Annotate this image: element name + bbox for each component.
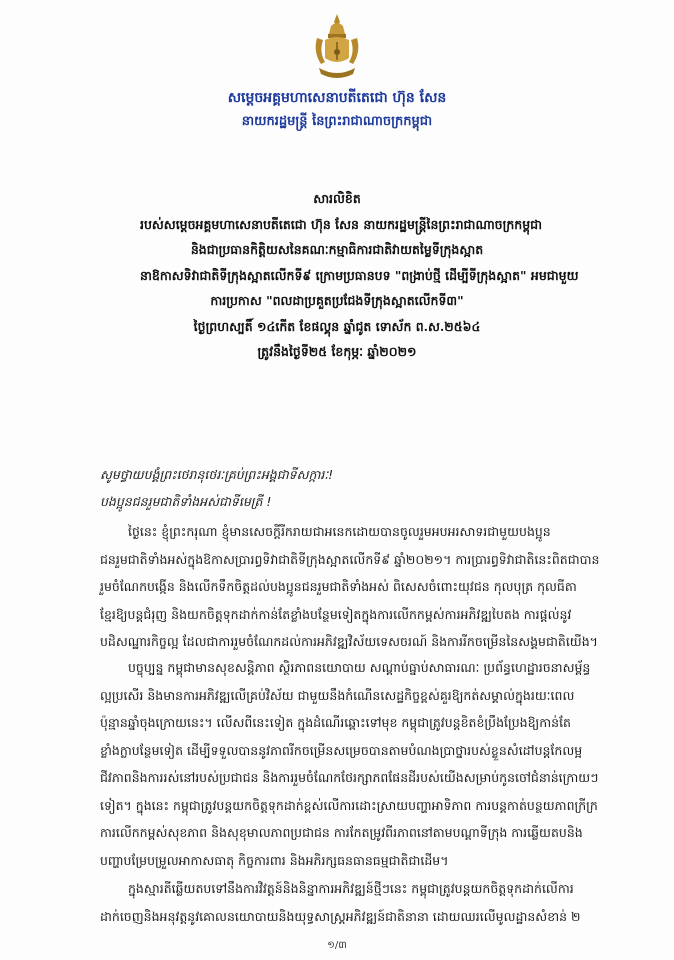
paragraph-line: ជនរួមជាតិទាំងអស់ក្នុងឱកាសប្រារព្ធទិវាជាតិទីក្រុងស្អាតលើកទី៩ ឆ្នាំ២០២១។ ការប្រារព្ធទិវាជាតិនេះពិតជាបាន <box>100 551 600 567</box>
paragraph-line: រួមចំណែកបង្កើន និងលើកទឹកចិត្តដល់បងប្អូនជនរួមជាតិទាំងអស់ ពិសេសចំពោះយុវជន កុលបុត្រ កុលធីតា <box>100 579 577 594</box>
paragraph-line: ខ្មែរឱ្យបន្តជំរុញ និងយកចិត្តទុកដាក់កាន់តែខ្លាំងបន្ថែមទៀតក្នុងការលើកកម្ពស់ការអភិវឌ្ឍបៃតង ការផ្តល់នូវ <box>100 606 572 622</box>
title-line: និងជាប្រធានកិត្តិយសនៃគណៈកម្មាធិការជាតិវាយតម្លៃទីក្រុងស្អាត <box>190 242 484 257</box>
issuer-role: នាយករដ្ឋមន្ត្រី នៃព្រះរាជាណាចក្រកម្ពុជា <box>241 114 433 129</box>
title-block <box>140 186 579 365</box>
paragraph-line: ថ្ងៃនេះ ខ្ញុំព្រះករុណា ខ្ញុំមានសេចក្តីរីករាយជាអនេកដោយបានចូលរួមអបអរសាទរជាមួយបងប្អូន <box>128 524 551 539</box>
paragraph-line: ល្អប្រសើរ និងមានការអភិវឌ្ឍលើគ្រប់វិស័យ ជាមួយនឹងកំណើនសេដ្ឋកិច្ចខ្ពស់គួរឱ្យកត់សម្គាល់ក្នុងរយៈពេល <box>100 687 575 703</box>
paragraph-1 <box>100 518 630 656</box>
title-line: នាឱកាសទិវាជាតិទីក្រុងស្អាតលើកទី៩ ក្រោមប្រធានបទ "ពង្រាប់ថ្មី ដើម្បីទីក្រុងស្អាត" អមជាមួយ <box>140 267 579 283</box>
title-line: ការប្រកាស "ពលដាប្រគួតប្រជែងទីក្រុងស្អាតលើកទី៣" <box>210 293 464 308</box>
paragraph-line: ការលើកកម្ពស់សុខភាព និងសុខុមាលភាពប្រជាជន ការកែតម្រូវពីរភាពនៅតាមបណ្តាទីក្រុង ការឆ្លើយតបនិង <box>100 825 583 840</box>
paragraph-line: បញ្ហាបម្រែបម្រួលអាកាសធាតុ កិច្ចការពារ និងអភិរក្សធនធានធម្មជាតិជាដើម។ <box>100 852 449 868</box>
paragraph-line: បច្ចុប្បន្ន កម្ពុជាមានសុខសន្តិភាព ស្ថិរភាពនយោបាយ សណ្តាប់ធ្នាប់សាធារណៈ ប្រព័ន្ធហេដ្ឋារចនាសម្ព័ន្ធ <box>128 660 591 675</box>
document-title: សារលិខិត <box>313 191 361 206</box>
paragraph-3 <box>100 875 630 930</box>
title-date-gregorian: ត្រូវនឹងថ្ងៃទី២៥ ខែកុម្ភៈ ឆ្នាំ២០២១ <box>257 344 417 359</box>
title-line: របស់សម្តេចអគ្គមហាសេនាបតីតេជោ ហ៊ុន សែន នាយករដ្ឋមន្ត្រីនៃព្រះរាជាណាចក្រកម្ពុជា <box>140 216 543 232</box>
greeting-line: សូមថ្វាយបង្គំព្រះថេរានុថេរៈគ្រប់ព្រះអង្គជាទីសក្ការៈ! <box>100 467 334 482</box>
paragraph-line: ទៀត។ ក្នុងនេះ កម្ពុជាត្រូវបន្តយកចិត្តទុកដាក់ខ្ពស់លើការដោះស្រាយបញ្ហាអាទិភាព ការបន្តកាត់បន្ថយភាពក្រីក្រ <box>100 797 598 813</box>
paragraph-2 <box>100 654 630 874</box>
paragraph-line: បដិសណ្ឋារកិច្ចល្អ ដែលជាការរួមចំណែកដល់ការអភិវឌ្ឍវិស័យទេសចរណ៍ និងការរីកចម្រើននៃសង្គមជាតិយើង។ <box>100 634 598 649</box>
issuer-name: សម្តេចអគ្គមហាសេនាបតីតេជោ ហ៊ុន សែន <box>227 90 447 106</box>
paragraph-line: ដាក់ចេញនិងអនុវត្តនូវគោលនយោបាយនិងយុទ្ធសាស្ត្រអភិវឌ្ឍន៍ជាតិនានា ដោយឈរលើមូលដ្ឋានសំខាន់ ២ <box>100 908 581 924</box>
paragraph-line: ក្នុងស្មារតីឆ្លើយតបទៅនឹងការវិវត្តន៍និងនិន្នាការអភិវឌ្ឍន៍ថ្មីៗនេះ កម្ពុជាត្រូវបន្តយកចិត្តទុកដាក់លើការ <box>128 881 574 896</box>
title-date-lunar: ថ្ងៃព្រហស្បតិ៍ ១៤កើត ខែផល្គុន ឆ្នាំជូត ទោស័ក ព.ស.២៥៦៤ <box>193 318 481 334</box>
paragraph-line: ជីវភាពនិងការរស់នៅរបស់ប្រជាជន និងការរួមចំណែកថែរក្សាភពផែនដីរបស់យើងសម្រាប់កូនចៅជំនាន់ក្រោយៗ <box>100 770 599 785</box>
royal-emblem-icon <box>307 12 367 82</box>
greeting <box>100 461 620 515</box>
paragraph-line: ប៉ុន្មានឆ្នាំចុងក្រោយនេះ។ លើសពីនេះទៀត ក្នុងដំណើរឆ្ពោះទៅមុខ កម្ពុជាត្រូវបន្តខិតខំប្រឹងប្រែងឱ្យកាន់តែ <box>100 715 571 730</box>
paragraph-line: ខ្លាំងក្លាបន្ថែមទៀត ដើម្បីទទួលបាននូវភាពរីកចម្រើនសម្រេចបានតាមបំណងប្រាថ្នារបស់ខ្លួនសំដៅបន្តកែលម្អ <box>100 742 583 758</box>
greeting-line: បងប្អូនជនរួមជាតិទាំងអស់ជាទីមេត្រី ! <box>100 494 272 509</box>
page-number: ១/៣ <box>327 940 347 951</box>
